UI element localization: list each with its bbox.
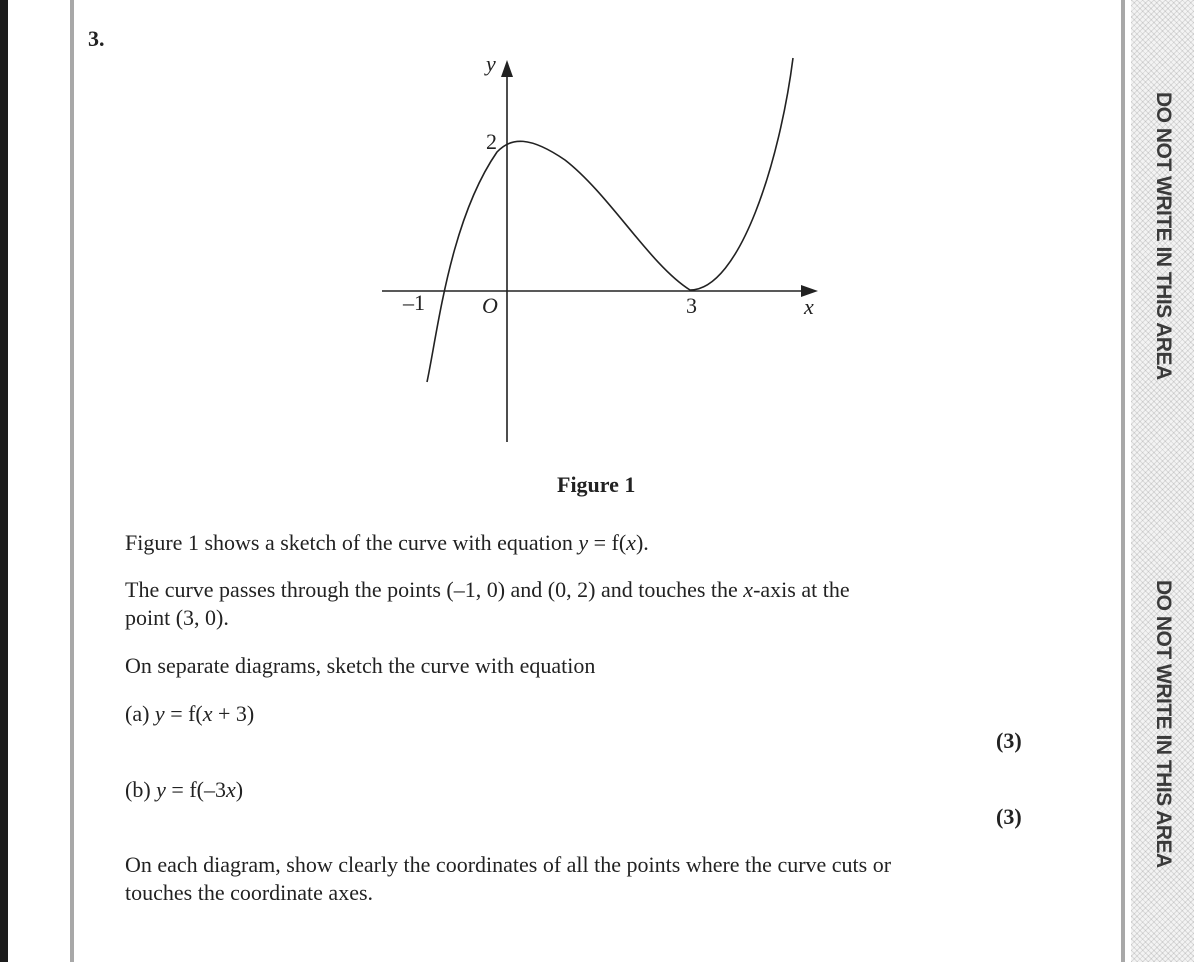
intro-line: Figure 1 shows a sketch of the curve with equation y = f(x). — [125, 530, 649, 555]
part-a-marks: (3) — [996, 728, 1022, 753]
part-a: (a) y = f(x + 3) — [125, 701, 255, 726]
side-notice-bottom: DO NOT WRITE IN THIS AREA — [1152, 580, 1175, 868]
final-instruction: On each diagram, show clearly the coordinates of all the points where the curve cuts or touches the coordinate axes. — [125, 852, 892, 905]
tick-label-minus-one: –1 — [403, 290, 425, 315]
x-axis-label: x — [804, 294, 814, 319]
figure-caption: Figure 1 — [557, 472, 636, 497]
y-axis-arrow — [501, 60, 513, 77]
tick-label-three: 3 — [686, 293, 697, 318]
y-axis-label: y — [486, 51, 496, 76]
origin-label: O — [482, 293, 498, 318]
part-b-marks: (3) — [996, 804, 1022, 829]
tick-label-two: 2 — [486, 129, 497, 154]
question-number: 3. — [88, 26, 105, 51]
part-b: (b) y = f(–3x) — [125, 777, 244, 802]
curve-y-equals-f-x — [427, 58, 793, 382]
curve-description: The curve passes through the points (–1, 0) and (0, 2) and touches the x-axis at the point (3, 0). — [125, 577, 850, 630]
instruction-line: On separate diagrams, sketch the curve with equation — [125, 653, 596, 678]
side-notice-top: DO NOT WRITE IN THIS AREA — [1152, 92, 1175, 380]
